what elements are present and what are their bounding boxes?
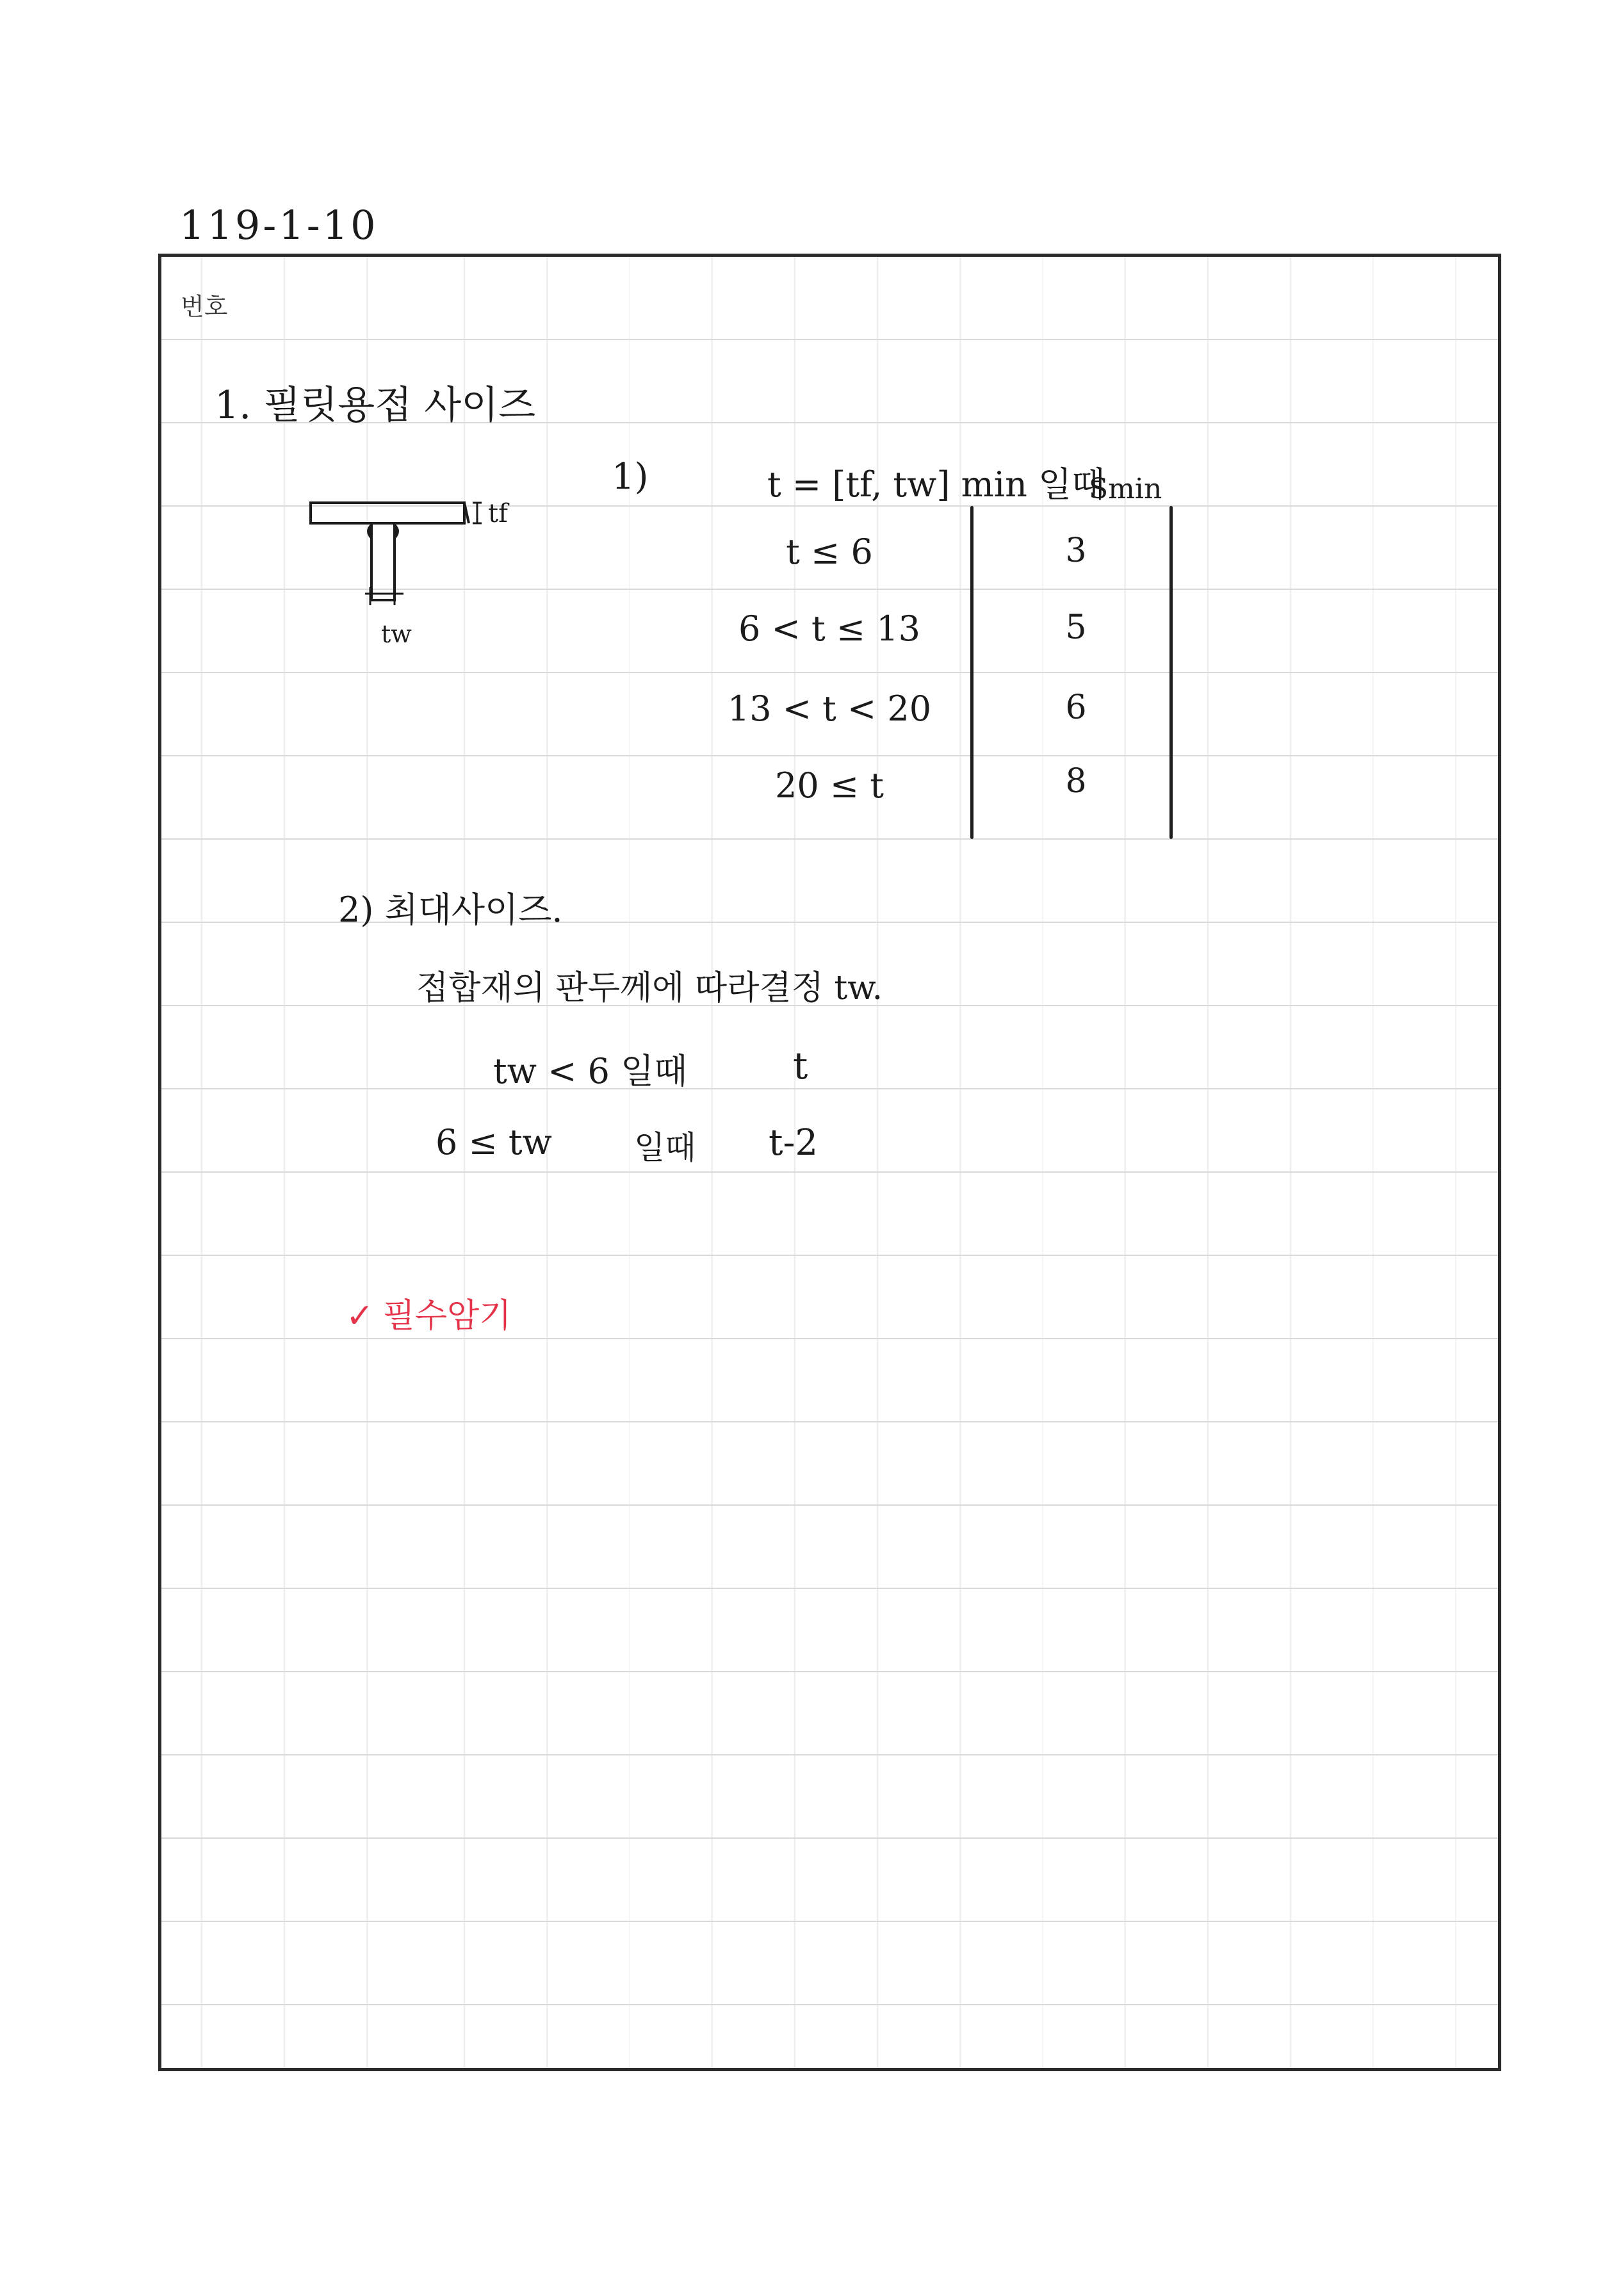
- table-row-value: 5: [1065, 608, 1087, 647]
- table-right-border: [1169, 506, 1173, 839]
- check-icon: ✓: [346, 1297, 374, 1335]
- page-id: 119-1-10: [179, 202, 379, 248]
- weld-left: [367, 523, 371, 540]
- number-label: 번호: [181, 293, 228, 321]
- case-2-condition: 6 ≤ tw: [436, 1122, 552, 1162]
- web-label: tw: [381, 620, 412, 648]
- table-row-value: 6: [1065, 688, 1087, 727]
- memo-must-memorize: [346, 1289, 512, 1337]
- case-1-value: t: [793, 1044, 808, 1087]
- max-size-note: 접합재의 판두께에 따라결정 tw.: [416, 969, 883, 1007]
- table-divider: [970, 506, 974, 839]
- min-size-table: [701, 506, 1182, 839]
- table-row-condition: 6 < t ≤ 13: [738, 608, 920, 649]
- memo-text: 필수암기: [382, 1297, 512, 1335]
- weld-right: [395, 523, 399, 540]
- table-row-value: 8: [1065, 762, 1087, 801]
- table-row-condition: 20 ≤ t: [775, 765, 884, 806]
- case-2-value: t-2: [769, 1122, 819, 1164]
- web-rect: [371, 523, 395, 600]
- table-row-condition: 13 < t < 20: [727, 688, 932, 729]
- subsection-2-title: 2) 최대사이즈.: [338, 890, 563, 930]
- table-row-value: 3: [1065, 532, 1087, 570]
- smin-header: Smin: [1089, 473, 1162, 505]
- flange-rect: [311, 503, 464, 523]
- case-1-condition: tw < 6 일때: [493, 1051, 688, 1091]
- table-row-condition: t ≤ 6: [786, 532, 873, 572]
- subsection-1-number: 1): [612, 456, 649, 498]
- t-joint-sketch: [301, 477, 570, 656]
- section-title: 1. 필릿용접 사이즈: [215, 383, 536, 428]
- case-2-label: 일때: [634, 1129, 696, 1166]
- condition-header: t = [tf, tw] min 일때: [767, 464, 1105, 505]
- flange-label: tf: [488, 499, 508, 528]
